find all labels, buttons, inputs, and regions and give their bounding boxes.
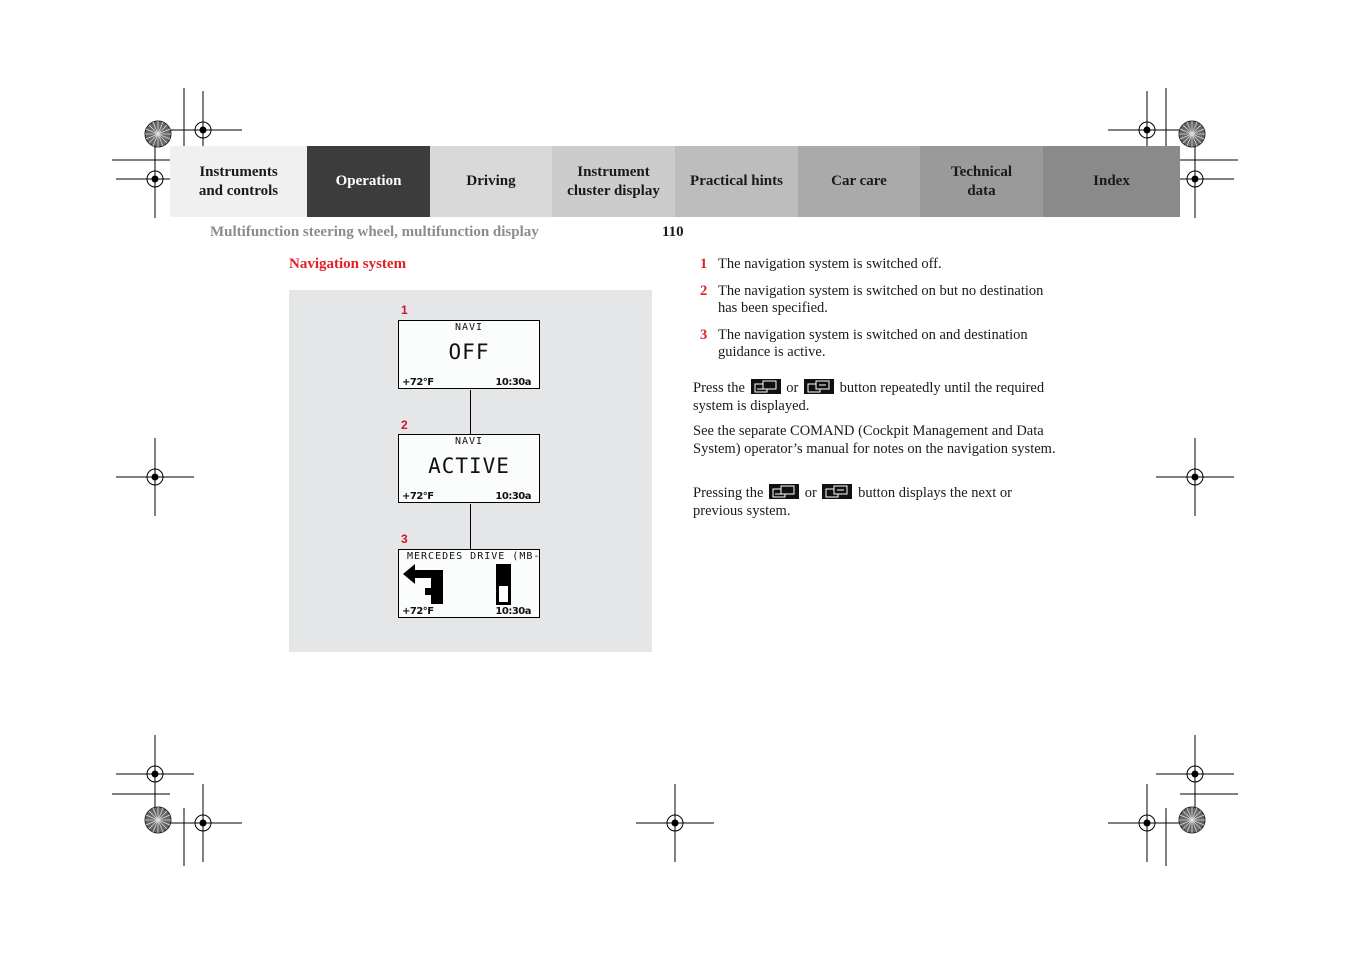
lcd-temperature: +72°F xyxy=(402,606,434,617)
text-run: or xyxy=(804,485,817,501)
text-run: or xyxy=(786,380,799,396)
page-number: 110 xyxy=(662,224,684,240)
section-title: Multifunction steering wheel, multifunction display xyxy=(210,224,539,240)
display-forward-button-icon xyxy=(822,484,852,499)
lcd-status: OFF xyxy=(448,340,490,364)
display-back-button-icon xyxy=(769,484,799,499)
text-run: button displays the next or previous system. xyxy=(693,485,1012,519)
lcd-status: ACTIVE xyxy=(428,454,510,478)
chapter-tab-bar xyxy=(170,146,1180,217)
tab-label: Practical hints xyxy=(690,173,783,189)
tab-operation[interactable] xyxy=(307,146,430,217)
tab-label: Driving xyxy=(466,173,516,189)
list-item xyxy=(700,283,1060,318)
tab-label: Technical data xyxy=(950,163,1013,199)
text-run: Pressing the xyxy=(693,485,764,501)
legend-list xyxy=(700,256,1060,371)
callout-2: 2 xyxy=(401,418,408,432)
turn-left-arrow-icon xyxy=(403,564,449,606)
page-heading: Navigation system xyxy=(289,256,407,272)
display-illustration xyxy=(289,290,652,652)
display-back-button-icon xyxy=(751,379,781,394)
item-number: 1 xyxy=(700,256,708,272)
text-run: Press the xyxy=(693,380,745,396)
lcd-clock: 10:30a xyxy=(495,491,531,502)
paragraph-see-comand: See the separate COMAND (Cockpit Management and Data System) operator’s manual for notes on the navigation system. xyxy=(693,423,1056,457)
tab-instruments-and-controls[interactable] xyxy=(170,146,307,217)
display-forward-button-icon xyxy=(804,379,834,394)
item-number: 3 xyxy=(700,326,708,343)
tab-driving[interactable] xyxy=(430,146,552,217)
lcd-title: MERCEDES DRIVE (MB- xyxy=(407,551,541,562)
text-run: button repeatedly until the required system is displayed. xyxy=(693,380,1045,414)
tab-label: Instruments and controls xyxy=(198,163,279,199)
tab-label: Instrument cluster display xyxy=(567,163,660,199)
tab-car-care[interactable] xyxy=(798,146,920,217)
lcd-clock: 10:30a xyxy=(495,377,531,388)
distance-bar-icon xyxy=(496,564,514,606)
lcd-screen-guidance xyxy=(398,549,540,618)
lcd-title: NAVI xyxy=(454,322,484,333)
lcd-screen-off xyxy=(398,320,540,389)
lcd-temperature: +72°F xyxy=(402,377,434,388)
tab-label: Operation xyxy=(335,173,402,189)
item-text: The navigation system is switched on and destination guidance is active. xyxy=(718,326,1028,360)
paragraph-press xyxy=(693,379,1058,415)
tab-index[interactable] xyxy=(1043,146,1180,217)
callout-3: 3 xyxy=(401,532,408,546)
tab-practical-hints[interactable] xyxy=(675,146,798,217)
item-text: The navigation system is switched on but no destination has been specified. xyxy=(718,282,1044,316)
tab-label: Car care xyxy=(831,173,887,189)
lcd-screen-active xyxy=(398,434,540,503)
lcd-clock: 10:30a xyxy=(495,606,531,617)
tab-instrument-cluster-display[interactable] xyxy=(552,146,675,217)
tab-label: Index xyxy=(1093,173,1130,189)
tab-technical-data[interactable] xyxy=(920,146,1043,217)
connector-line xyxy=(470,504,471,549)
list-item xyxy=(700,256,1060,274)
connector-line xyxy=(470,390,471,435)
list-item xyxy=(700,327,1060,362)
item-number: 2 xyxy=(700,282,708,299)
lcd-title: NAVI xyxy=(454,436,484,447)
paragraph-pressing xyxy=(693,484,1058,520)
lcd-temperature: +72°F xyxy=(402,491,434,502)
item-text: The navigation system is switched off. xyxy=(718,256,942,272)
callout-1: 1 xyxy=(401,303,408,317)
